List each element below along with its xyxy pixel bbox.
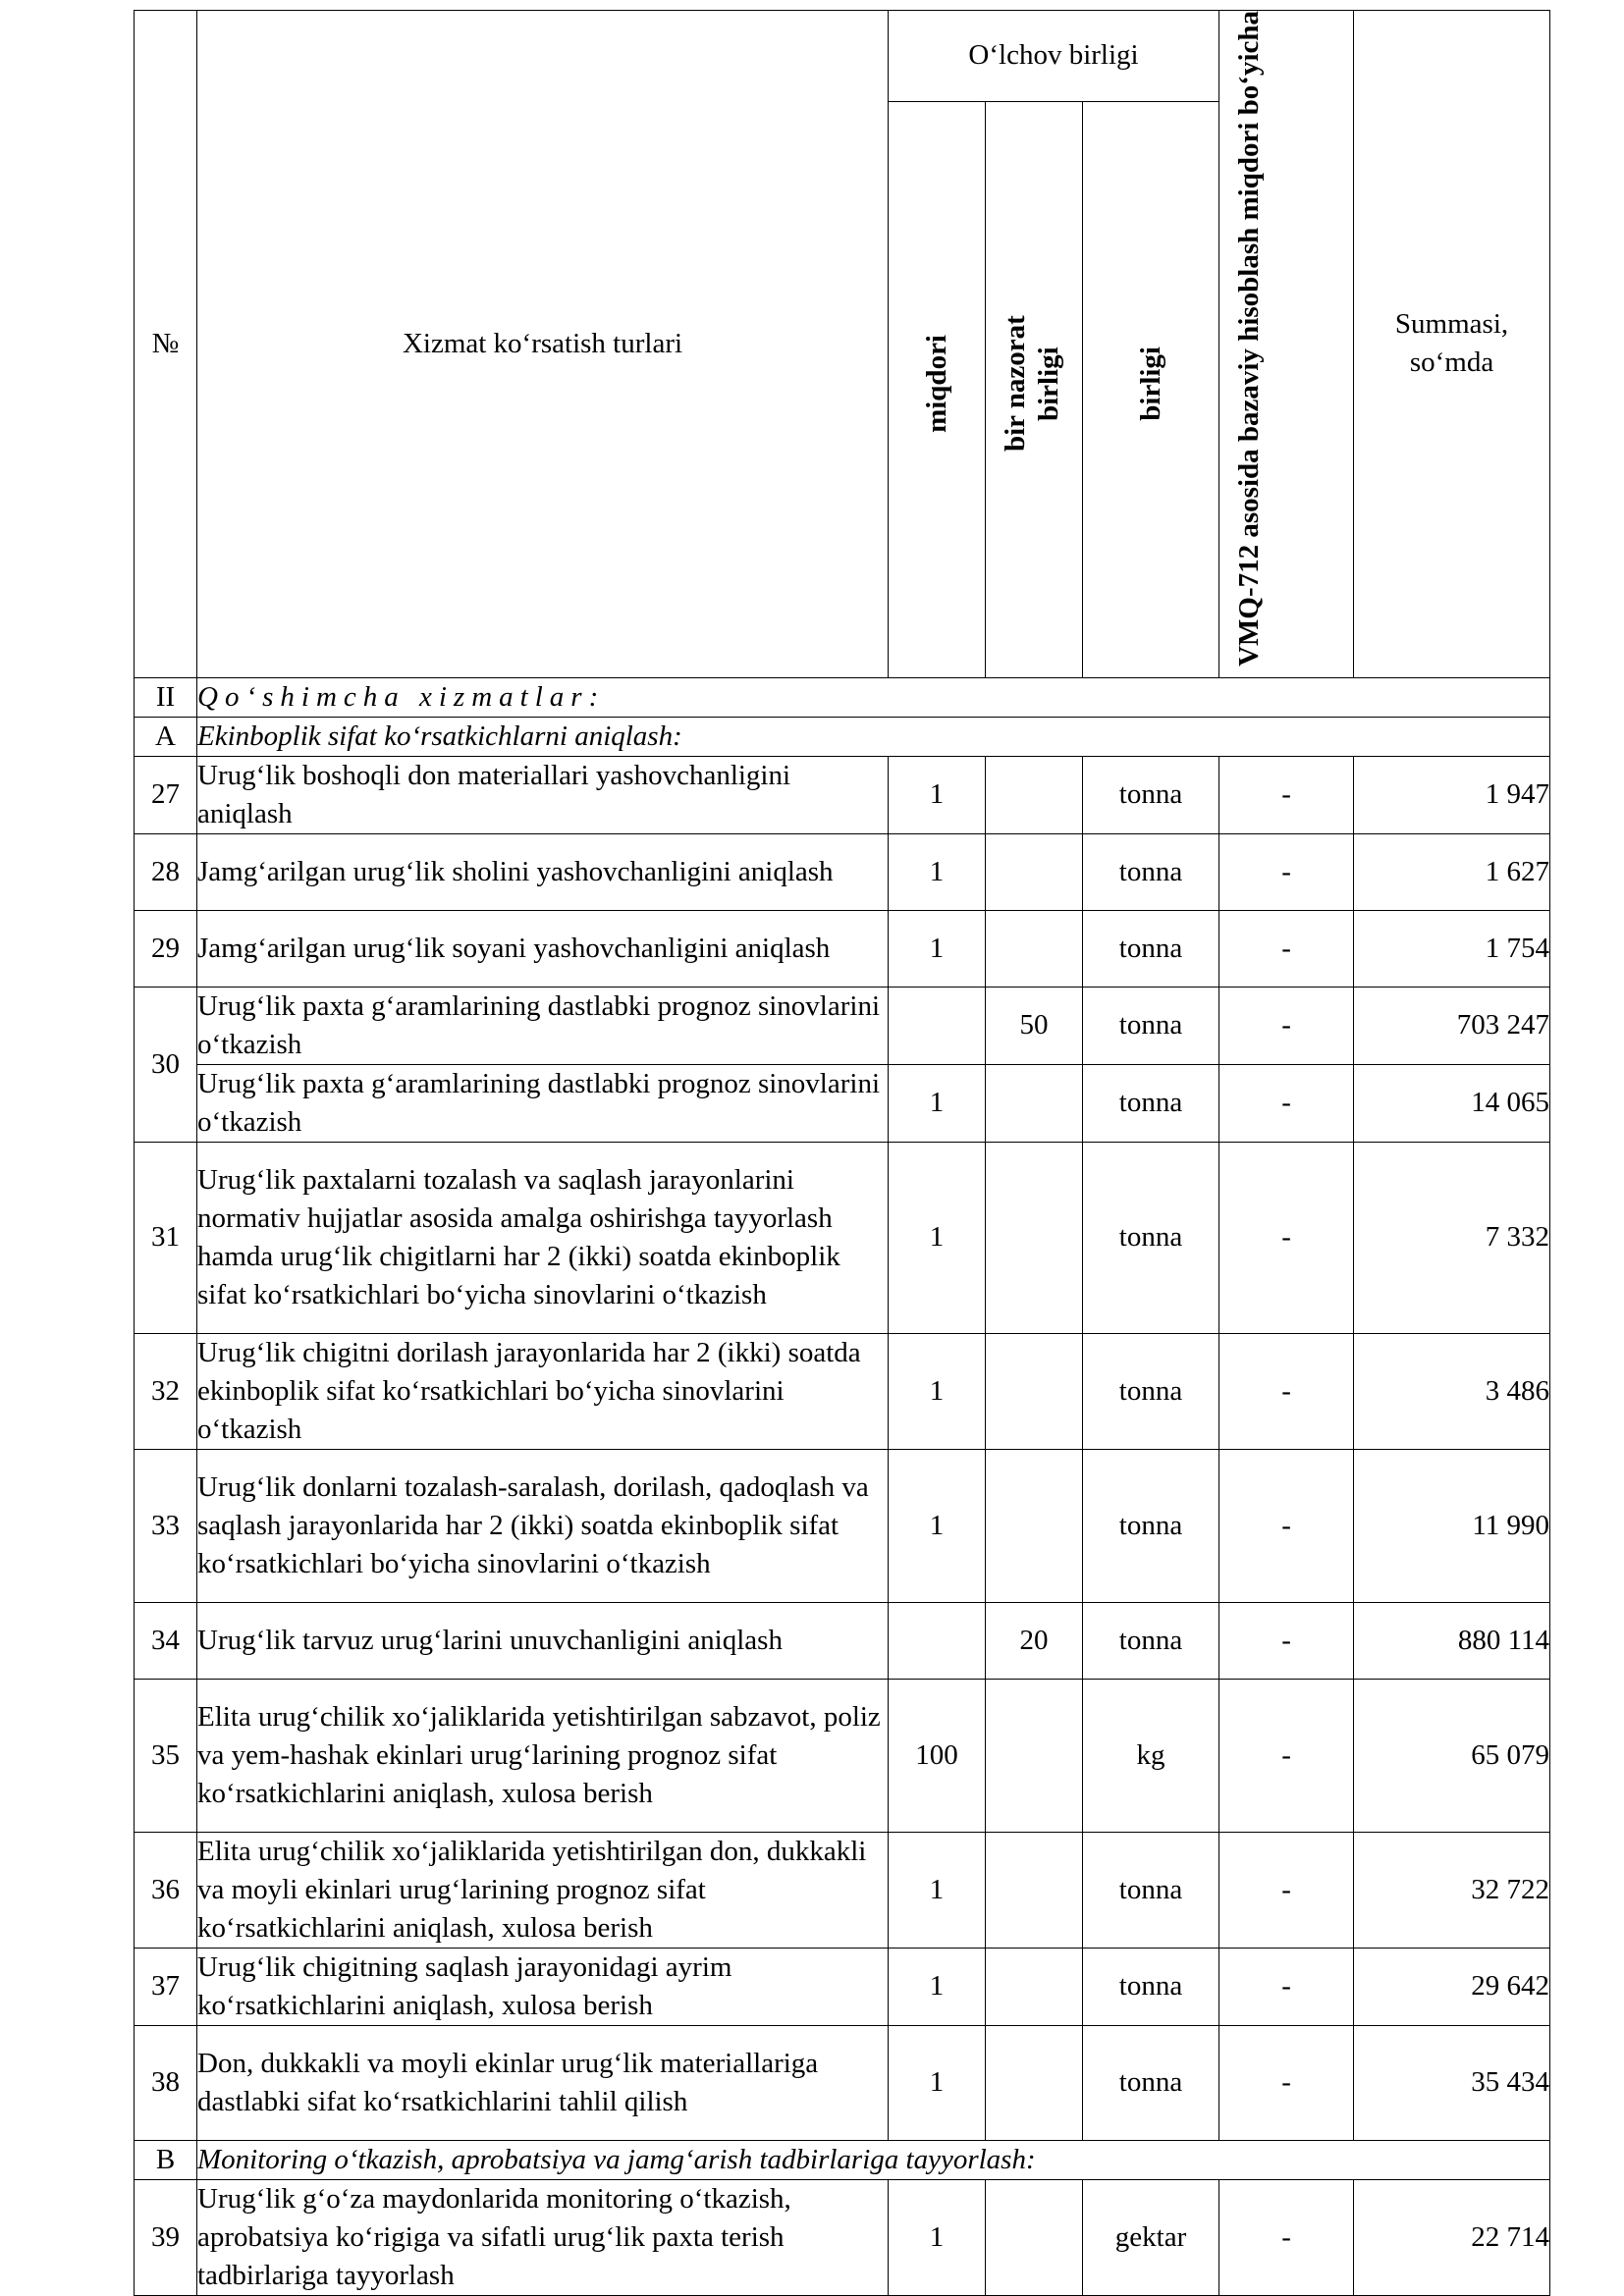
table-row: [135, 756, 1550, 833]
table-row: [135, 833, 1550, 910]
table-row: [135, 1602, 1550, 1679]
header-unit: birligi: [1135, 347, 1167, 422]
row-ctrl: [986, 2179, 1083, 2295]
row-vmq: -: [1219, 1679, 1354, 1832]
table-row: [135, 910, 1550, 987]
table-row: [135, 1064, 1550, 1142]
row-vmq: -: [1219, 1333, 1354, 1449]
header-quantity: miqdori: [921, 335, 952, 434]
row-desc: Don, dukkakli va moyli ekinlar urug‘lik materiallariga dastlabki sifat ko‘rsatkichlarini tahlil qilish: [197, 2025, 889, 2140]
row-no: 37: [135, 1948, 197, 2025]
row-vmq: -: [1219, 833, 1354, 910]
row-sum: 1 754: [1354, 910, 1550, 987]
row-vmq: -: [1219, 987, 1354, 1064]
header-sum: Summasi, so‘mda: [1354, 11, 1550, 678]
subsection-a-code: A: [135, 717, 197, 756]
row-desc: Urug‘lik paxtalarni tozalash va saqlash jarayonlarini normativ hujjatlar asosida amalga oshirishga tayyorlash hamda urug‘lik chigitlarni har 2 (ikki) soatda ekinboplik sifat ko‘rsatkichlari bo‘yicha sinovlarini o‘tkazish: [197, 1142, 889, 1333]
section-code: II: [135, 677, 197, 717]
row-vmq: -: [1219, 1602, 1354, 1679]
row-qty: 1: [889, 1333, 986, 1449]
row-qty: 1: [889, 1064, 986, 1142]
row-sum: 29 642: [1354, 1948, 1550, 2025]
row-ctrl: [986, 756, 1083, 833]
table-row: [135, 2179, 1550, 2295]
header-control-unit: bir nazorat birligi: [1000, 315, 1064, 453]
row-no: 39: [135, 2179, 197, 2295]
row-vmq: -: [1219, 1064, 1354, 1142]
row-unit: tonna: [1083, 833, 1219, 910]
row-desc: Elita urug‘chilik xo‘jaliklarida yetishtirilgan don, dukkakli va moyli ekinlari urug‘larining prognoz sifat ko‘rsatkichlarini aniqlash, xulosa berish: [197, 1832, 889, 1948]
row-ctrl: [986, 1142, 1083, 1333]
row-ctrl: [986, 1449, 1083, 1602]
row-unit: tonna: [1083, 910, 1219, 987]
table-row: [135, 1679, 1550, 1832]
row-unit: tonna: [1083, 756, 1219, 833]
table-row: [135, 2025, 1550, 2140]
header-row-1: [135, 11, 1550, 102]
row-qty: 1: [889, 2179, 986, 2295]
row-unit: gektar: [1083, 2179, 1219, 2295]
row-sum: 65 079: [1354, 1679, 1550, 1832]
row-no: 28: [135, 833, 197, 910]
row-sum: 7 332: [1354, 1142, 1550, 1333]
row-vmq: -: [1219, 2025, 1354, 2140]
row-vmq: -: [1219, 756, 1354, 833]
row-unit: tonna: [1083, 1333, 1219, 1449]
row-ctrl: [986, 833, 1083, 910]
row-unit: tonna: [1083, 2025, 1219, 2140]
row-qty: 1: [889, 756, 986, 833]
row-qty: 1: [889, 910, 986, 987]
row-vmq: -: [1219, 1142, 1354, 1333]
row-no: 29: [135, 910, 197, 987]
row-ctrl: [986, 1948, 1083, 2025]
row-sum: 14 065: [1354, 1064, 1550, 1142]
row-unit: tonna: [1083, 1948, 1219, 2025]
row-qty: [889, 987, 986, 1064]
header-no: №: [135, 11, 197, 678]
row-qty: 1: [889, 1832, 986, 1948]
row-unit: tonna: [1083, 1142, 1219, 1333]
row-qty: 100: [889, 1679, 986, 1832]
row-unit: tonna: [1083, 1449, 1219, 1602]
row-ctrl: [986, 2025, 1083, 2140]
row-unit: kg: [1083, 1679, 1219, 1832]
row-qty: 1: [889, 833, 986, 910]
table-row: [135, 1832, 1550, 1948]
row-vmq: -: [1219, 1832, 1354, 1948]
services-price-table: [134, 10, 1550, 2296]
header-vmq-cell: [1219, 11, 1354, 678]
row-qty: 1: [889, 1948, 986, 2025]
row-unit: tonna: [1083, 1064, 1219, 1142]
table-row: [135, 1449, 1550, 1602]
row-sum: 32 722: [1354, 1832, 1550, 1948]
row-sum: 880 114: [1354, 1602, 1550, 1679]
row-sum: 22 714: [1354, 2179, 1550, 2295]
section-title: Qo‘shimcha xizmatlar:: [197, 677, 1550, 717]
row-desc: Elita urug‘chilik xo‘jaliklarida yetishtirilgan sabzavot, poliz va yem-hashak ekinlari urug‘larining prognoz sifat ko‘rsatkichlarini aniqlash, xulosa berish: [197, 1679, 889, 1832]
table-row: [135, 987, 1550, 1064]
row-desc: Urug‘lik donlarni tozalash-saralash, dorilash, qadoqlash va saqlash jarayonlarida har 2 (ikki) soatda ekinboplik sifat ko‘rsatkichlari bo‘yicha sinovlarini o‘tkazish: [197, 1449, 889, 1602]
row-sum: 11 990: [1354, 1449, 1550, 1602]
row-ctrl: [986, 1832, 1083, 1948]
table-row: [135, 1333, 1550, 1449]
row-no: 33: [135, 1449, 197, 1602]
row-desc: Urug‘lik boshoqli don materiallari yashovchanligini aniqlash: [197, 756, 889, 833]
subsection-b-code: B: [135, 2140, 197, 2179]
header-quantity-cell: [889, 101, 986, 677]
row-desc: Urug‘lik paxta g‘aramlarining dastlabki prognoz sinovlarini o‘tkazish: [197, 987, 889, 1064]
row-desc: Urug‘lik g‘o‘za maydonlarida monitoring o‘tkazish, aprobatsiya ko‘rigiga va sifatli urug‘lik paxta terish tadbirlariga tayyorlash: [197, 2179, 889, 2295]
row-unit: tonna: [1083, 1602, 1219, 1679]
row-sum: 3 486: [1354, 1333, 1550, 1449]
table-row: [135, 1142, 1550, 1333]
row-vmq: -: [1219, 1948, 1354, 2025]
row-unit: tonna: [1083, 987, 1219, 1064]
table-row: [135, 1948, 1550, 2025]
row-ctrl: [986, 910, 1083, 987]
row-no: 27: [135, 756, 197, 833]
header-control-unit-cell: [986, 101, 1083, 677]
header-unit-group: O‘lchov birligi: [889, 11, 1219, 102]
row-ctrl: [986, 1333, 1083, 1449]
row-no: 31: [135, 1142, 197, 1333]
header-vmq: VMQ-712 asosida bazaviy hisoblash miqdori bo‘yicha: [1233, 11, 1266, 667]
row-no: 34: [135, 1602, 197, 1679]
subsection-b-row: [135, 2140, 1550, 2179]
row-ctrl: 50: [986, 987, 1083, 1064]
row-no: 35: [135, 1679, 197, 1832]
row-desc: Urug‘lik tarvuz urug‘larini unuvchanligini aniqlash: [197, 1602, 889, 1679]
row-sum: 35 434: [1354, 2025, 1550, 2140]
row-desc: Jamg‘arilgan urug‘lik sholini yashovchanligini aniqlash: [197, 833, 889, 910]
row-qty: [889, 1602, 986, 1679]
row-sum: 703 247: [1354, 987, 1550, 1064]
row-unit: tonna: [1083, 1832, 1219, 1948]
row-no: 36: [135, 1832, 197, 1948]
row-ctrl: [986, 1679, 1083, 1832]
row-ctrl: 20: [986, 1602, 1083, 1679]
subsection-a-title: Ekinboplik sifat ko‘rsatkichlarni aniqlash:: [197, 717, 1550, 756]
row-desc: Urug‘lik chigitni dorilash jarayonlarida har 2 (ikki) soatda ekinboplik sifat ko‘rsatkichlari bo‘yicha sinovlarini o‘tkazish: [197, 1333, 889, 1449]
row-vmq: -: [1219, 1449, 1354, 1602]
row-desc: Urug‘lik chigitning saqlash jarayonidagi ayrim ko‘rsatkichlarini aniqlash, xulosa berish: [197, 1948, 889, 2025]
row-no: 32: [135, 1333, 197, 1449]
row-qty: 1: [889, 1449, 986, 1602]
row-vmq: -: [1219, 2179, 1354, 2295]
subsection-a-row: [135, 717, 1550, 756]
row-sum: 1 947: [1354, 756, 1550, 833]
row-no: 38: [135, 2025, 197, 2140]
header-unit-cell: [1083, 101, 1219, 677]
row-ctrl: [986, 1064, 1083, 1142]
section-row: [135, 677, 1550, 717]
subsection-b-title: Monitoring o‘tkazish, aprobatsiya va jamg‘arish tadbirlariga tayyorlash:: [197, 2140, 1550, 2179]
row-qty: 1: [889, 1142, 986, 1333]
row-no: 30: [135, 987, 197, 1142]
row-qty: 1: [889, 2025, 986, 2140]
row-desc: Urug‘lik paxta g‘aramlarining dastlabki prognoz sinovlarini o‘tkazish: [197, 1064, 889, 1142]
header-service: Xizmat ko‘rsatish turlari: [197, 11, 889, 678]
row-desc: Jamg‘arilgan urug‘lik soyani yashovchanligini aniqlash: [197, 910, 889, 987]
row-vmq: -: [1219, 910, 1354, 987]
row-sum: 1 627: [1354, 833, 1550, 910]
